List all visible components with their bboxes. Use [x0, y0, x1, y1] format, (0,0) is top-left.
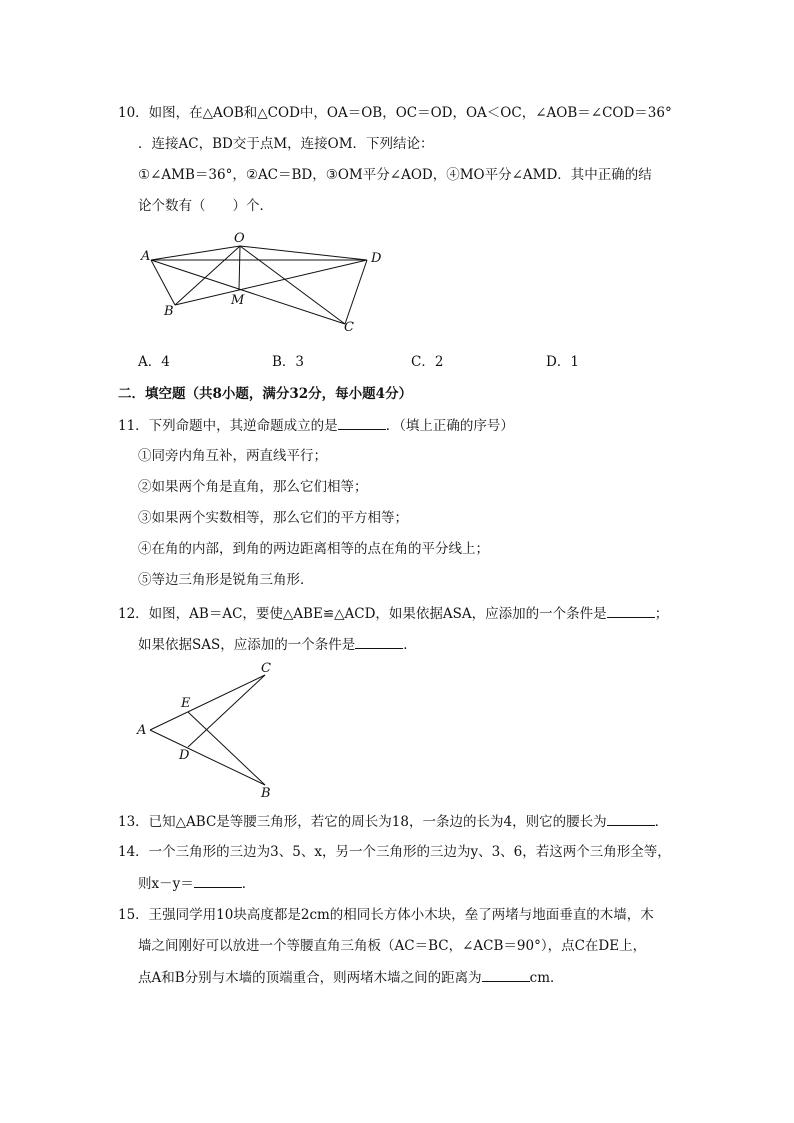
q15-line1: 15．王强同学用10块高度都是2cm的相同长方体小木块，垒了两堵与地面垂直的木墙，木 — [118, 907, 654, 923]
q15-line3-tail: cm． — [529, 970, 564, 986]
q12-label-B: B — [261, 786, 271, 800]
q13-line — [118, 812, 668, 831]
q12-line1 — [118, 604, 668, 623]
q14-answer-blank[interactable] — [194, 874, 242, 888]
q12-label-E: E — [181, 696, 191, 711]
q13-answer-blank[interactable] — [607, 812, 655, 826]
q10-line1: 10．如图，在△AOB和△COD中，OA＝OB，OC＝OD，OA＜OC，∠AOB＝∠COD＝36° — [118, 105, 672, 121]
q10-line3: ①∠AMB＝36°，②AC＝BD，③OM平分∠AOD，④MO平分∠AMD．其中正确的结 — [138, 167, 652, 183]
q10-label-O: O — [234, 231, 245, 246]
q11-item-4: ④在角的内部，到角的两边距离相等的点在角的平分线上； — [138, 541, 489, 557]
q10-option-b: B．3 — [272, 354, 305, 370]
q12-figure-lines — [150, 675, 265, 785]
q14-line2-tail: ． — [241, 876, 256, 892]
q10-label-B: B — [164, 304, 174, 319]
q10-line2: ．连接AC，BD交于点M，连接OM．下列结论： — [138, 136, 434, 152]
q12-line1-tail: ； — [654, 606, 669, 622]
section2-title: 二．填空题（共8小题，满分32分，每小题4分） — [118, 386, 413, 402]
q12-line2-text: 如果依据SAS，应添加的一个条件是 — [138, 637, 356, 653]
q15-line3 — [138, 968, 564, 987]
q12-label-D: D — [179, 748, 190, 763]
q11-stem-text: 11．下列命题中，其逆命题成立的是 — [118, 418, 338, 434]
q12-sas-blank[interactable] — [355, 635, 403, 649]
q10-label-C: C — [344, 320, 354, 335]
q10-option-a: A．4 — [138, 354, 170, 370]
q10-option-c: C．2 — [411, 354, 444, 370]
q10-figure — [135, 230, 395, 340]
q12-figure — [135, 660, 295, 800]
q10-option-d: D．1 — [546, 354, 579, 370]
q13-stem: 13．已知△ABC是等腰三角形，若它的周长为18，一条边的长为4，则它的腰长为 — [118, 814, 607, 830]
q12-line2 — [138, 635, 417, 654]
q11-answer-blank[interactable] — [338, 416, 386, 430]
q10-label-A: A — [141, 249, 151, 264]
q15-answer-blank[interactable] — [482, 968, 530, 982]
q10-line4: 论个数有（ ）个． — [138, 198, 273, 214]
q11-stem — [118, 416, 514, 435]
q15-line2: 墙之间刚好可以放进一个等腰直角三角板（AC＝BC，∠ACB＝90°），点C在DE上， — [138, 938, 647, 954]
q12-line1-text: 12．如图，AB＝AC，要使△ABE≌△ACD，如果依据ASA，应添加的一个条件是 — [118, 606, 607, 622]
q12-asa-blank[interactable] — [607, 604, 655, 618]
q12-label-C: C — [261, 661, 271, 676]
q11-item-1: ①同旁内角互补，两直线平行； — [138, 448, 327, 464]
q13-tail: ． — [654, 814, 669, 830]
q11-item-5: ⑤等边三角形是锐角三角形． — [138, 572, 314, 588]
q14-line2 — [138, 874, 255, 893]
q11-item-3: ③如果两个实数相等，那么它们的平方相等； — [138, 510, 408, 526]
q10-figure-lines — [151, 246, 367, 324]
q11-item-2: ②如果两个角是直角，那么它们相等； — [138, 479, 368, 495]
q12-label-A: A — [137, 723, 147, 738]
q12-line2-tail: ． — [403, 637, 417, 653]
q10-label-M: M — [231, 293, 245, 308]
q11-stem-tail: ．（填上正确的序号） — [385, 418, 514, 434]
q10-label-D: D — [371, 251, 382, 266]
q15-line3-text: 点A和B分别与木墙的顶端重合，则两堵木墙之间的距离为 — [138, 970, 482, 986]
q14-line1: 14．一个三角形的三边为3、5、x，另一个三角形的三边为y、3、6，若这两个三角形全等， — [118, 844, 671, 860]
q14-line2-text: 则x－y＝ — [138, 876, 194, 892]
